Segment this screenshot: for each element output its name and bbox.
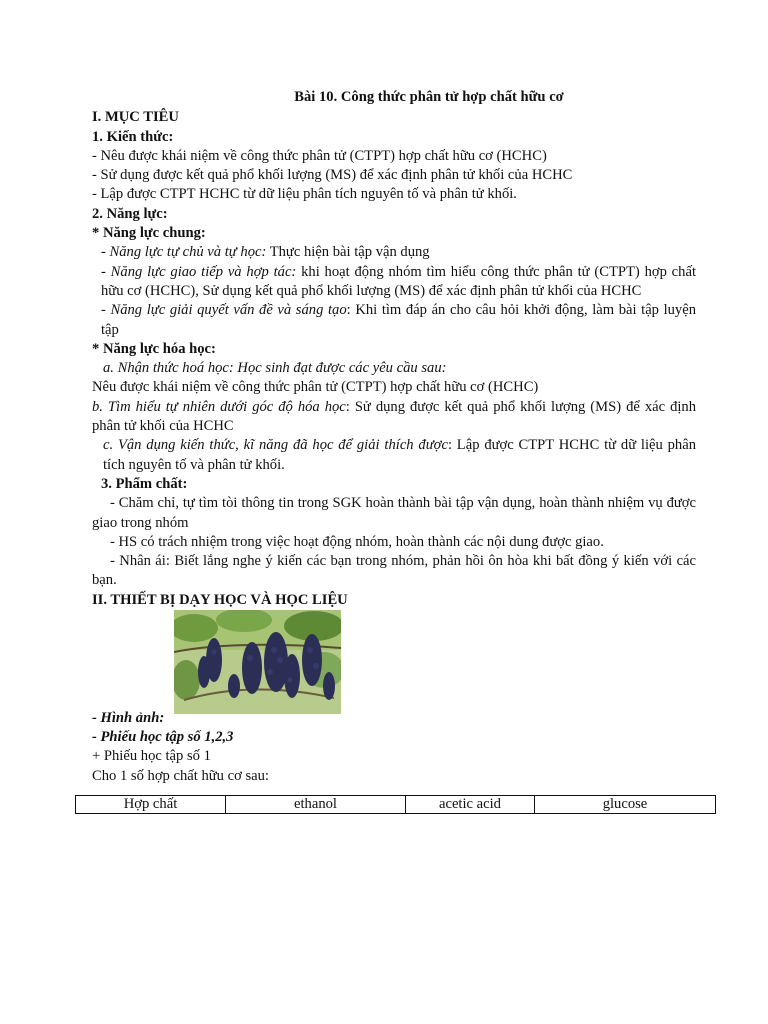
knowledge-item: - Sử dụng được kết quả phổ khối lượng (MS) để xác định phân tử khối của HCHC (92, 167, 573, 184)
general-competency-item: - Năng lực tự chủ và tự học: Thực hiện bài tập vận dụng (101, 244, 430, 261)
knowledge-item: - Lập được CTPT HCHC từ dữ liệu phân tích nguyên tố và phân tử khối. (92, 186, 517, 203)
table-header-cell: Hợp chất (76, 796, 226, 814)
compounds-table (75, 795, 716, 814)
general-competency-item: - Năng lực giao tiếp và hợp tác: khi hoạt động nhóm tìm hiểu công thức phân tử (CTPT) hợp chất hữu cơ (HCHC), Sử dụng kết quả phổ khối lượng (MS) để xác định phân tử khối của HCHC (101, 263, 696, 299)
section-heading-objectives: I. MỤC TIÊU (92, 109, 179, 126)
chemistry-competency-b: b. Tìm hiểu tự nhiên dưới góc độ hóa học: Sử dụng được kết quả phổ khối lượng (MS) để xác định phân tử khối của HCHC (92, 398, 697, 435)
quality-item: - HS có trách nhiệm trong việc hoạt động nhóm, hoàn thành các nội dung được giao. (110, 533, 604, 550)
subheading-qualities: 3. Phẩm chất: (101, 475, 188, 492)
chemistry-competency-a-text: Nêu được khái niệm về công thức phân tử (CTPT) hợp chất hữu cơ (HCHC) (92, 379, 539, 396)
section-heading-materials: II. THIẾT BỊ DẠY HỌC VÀ HỌC LIỆU (92, 591, 348, 608)
image-label: - Hình ảnh: (92, 709, 165, 726)
image-row (92, 610, 696, 728)
general-competency-item: - Năng lực giải quyết vấn đề và sáng tạo: Khi tìm đáp án cho câu hỏi khởi động, làm bài tập luyện tập (101, 302, 697, 338)
worksheet-1-label: + Phiếu học tập số 1 (92, 748, 211, 765)
table-header-cell: ethanol (226, 796, 406, 814)
chemistry-competency-a-label: a. Nhận thức hoá học: Học sinh đạt được các yêu cầu sau: (103, 360, 447, 377)
worksheet-label: - Phiếu học tập số 1,2,3 (92, 729, 234, 746)
quality-item: - Chăm chỉ, tự tìm tòi thông tin trong SGK hoàn thành bài tập vận dụng, hoàn thành nhiệm vụ được giao trong nhóm (92, 495, 696, 531)
subheading-general-competency: * Năng lực chung: (92, 225, 206, 242)
knowledge-item: - Nêu được khái niệm về công thức phân tử (CTPT) hợp chất hữu cơ (HCHC) (92, 147, 547, 164)
document-content (92, 88, 696, 786)
table-header-cell: glucose (535, 796, 716, 814)
table-row (76, 796, 716, 814)
grapes-photo (174, 610, 341, 714)
page-title: Bài 10. Công thức phân tử hợp chất hữu cơ (294, 89, 564, 105)
worksheet-intro: Cho 1 số hợp chất hữu cơ sau: (92, 767, 269, 784)
quality-item: - Nhân ái: Biết lắng nghe ý kiến các bạn trong nhóm, phản hồi ôn hòa khi bất đồng ý kiến với các bạn. (92, 553, 696, 589)
chemistry-competency-c: c. Vận dụng kiến thức, kĩ năng đã học để giải thích được: Lập được CTPT HCHC từ dữ liệu phân tích nguyên tố và phân tử khối. (103, 437, 696, 473)
subheading-chemistry-competency: * Năng lực hóa học: (92, 340, 216, 357)
table-header-cell: acetic acid (406, 796, 535, 814)
subheading-competency: 2. Năng lực: (92, 205, 168, 222)
subheading-knowledge: 1. Kiến thức: (92, 128, 174, 145)
